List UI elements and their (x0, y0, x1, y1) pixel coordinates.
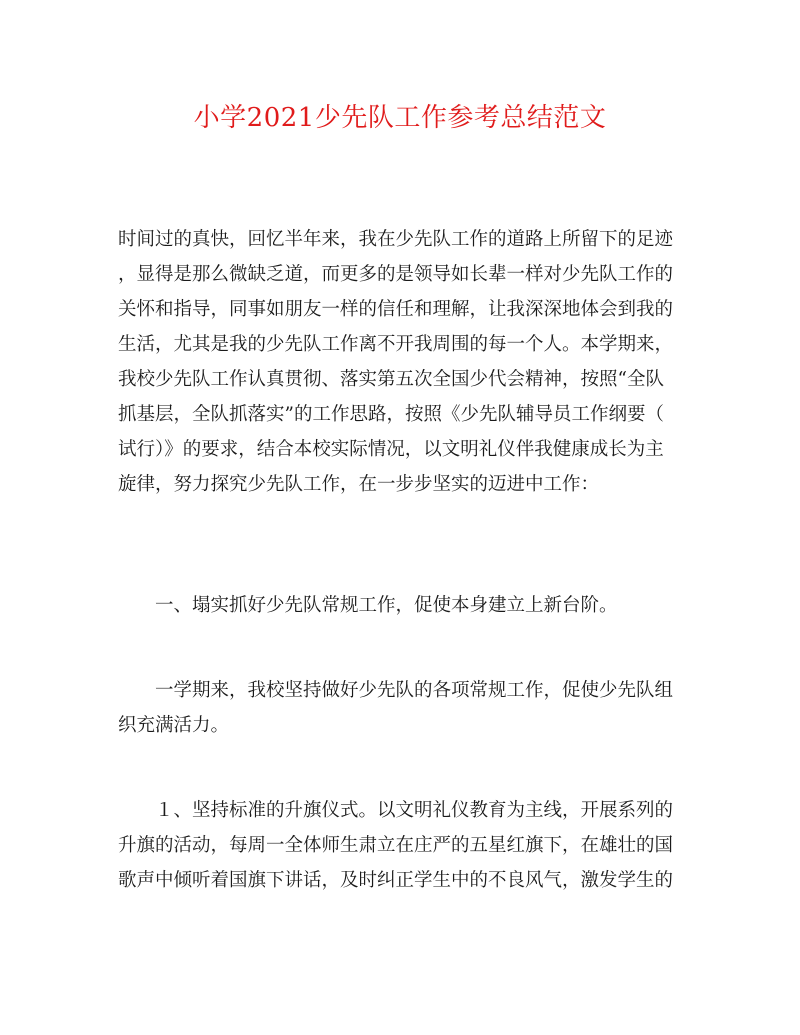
paragraph-line: ，显得是那么微缺乏道，而更多的是领导如长辈一样对少先队工作的 (118, 264, 674, 285)
paragraph-line: 织充满活力。 (118, 715, 230, 736)
paragraph-line: 一学期来，我校坚持做好少先队的各项常规工作，促使少先队组 (118, 680, 674, 701)
paragraph-line: 试行）》的要求，结合本校实际情况，以文明礼仪伴我健康成长为主 (118, 439, 664, 460)
document-title: 小学2021少先队工作参考总结范文 (193, 103, 607, 133)
paragraph-item-1 (118, 793, 686, 898)
paragraph-intro (118, 222, 686, 502)
paragraph-section-1 (118, 673, 686, 743)
paragraph-line: 关怀和指导，同事如朋友一样的信任和理解，让我深深地体会到我的 (118, 299, 674, 320)
paragraph-line: 我校少先队工作认真贯彻、落实第五次全国少代会精神，按照“全队 (118, 369, 664, 390)
section-heading-1 (118, 588, 686, 623)
paragraph-line: １、坚持标准的升旗仪式。以文明礼仪教育为主线，开展系列的 (118, 800, 674, 821)
paragraph-line: 旋律，努力探究少先队工作，在一步步坚实的迈进中工作： (118, 474, 600, 495)
section-heading-line: 一、塌实抓好少先队常规工作，促使本身建立上新台阶。 (118, 595, 618, 616)
paragraph-line: 升旗的活动，每周一全体师生肃立在庄严的五星红旗下，在雄壮的国 (118, 835, 674, 856)
paragraph-line: 歌声中倾听着国旗下讲话，及时纠正学生中的不良风气，激发学生的 (118, 870, 674, 891)
paragraph-line: 时间过的真快，回忆半年来，我在少先队工作的道路上所留下的足迹 (118, 229, 674, 250)
paragraph-line: 抓基层，全队抓落实”的工作思路，按照《少先队辅导员工作纲要（ (118, 404, 664, 425)
paragraph-line: 生活，尤其是我的少先队工作离不开我周围的每一个人。本学期来， (118, 334, 674, 355)
